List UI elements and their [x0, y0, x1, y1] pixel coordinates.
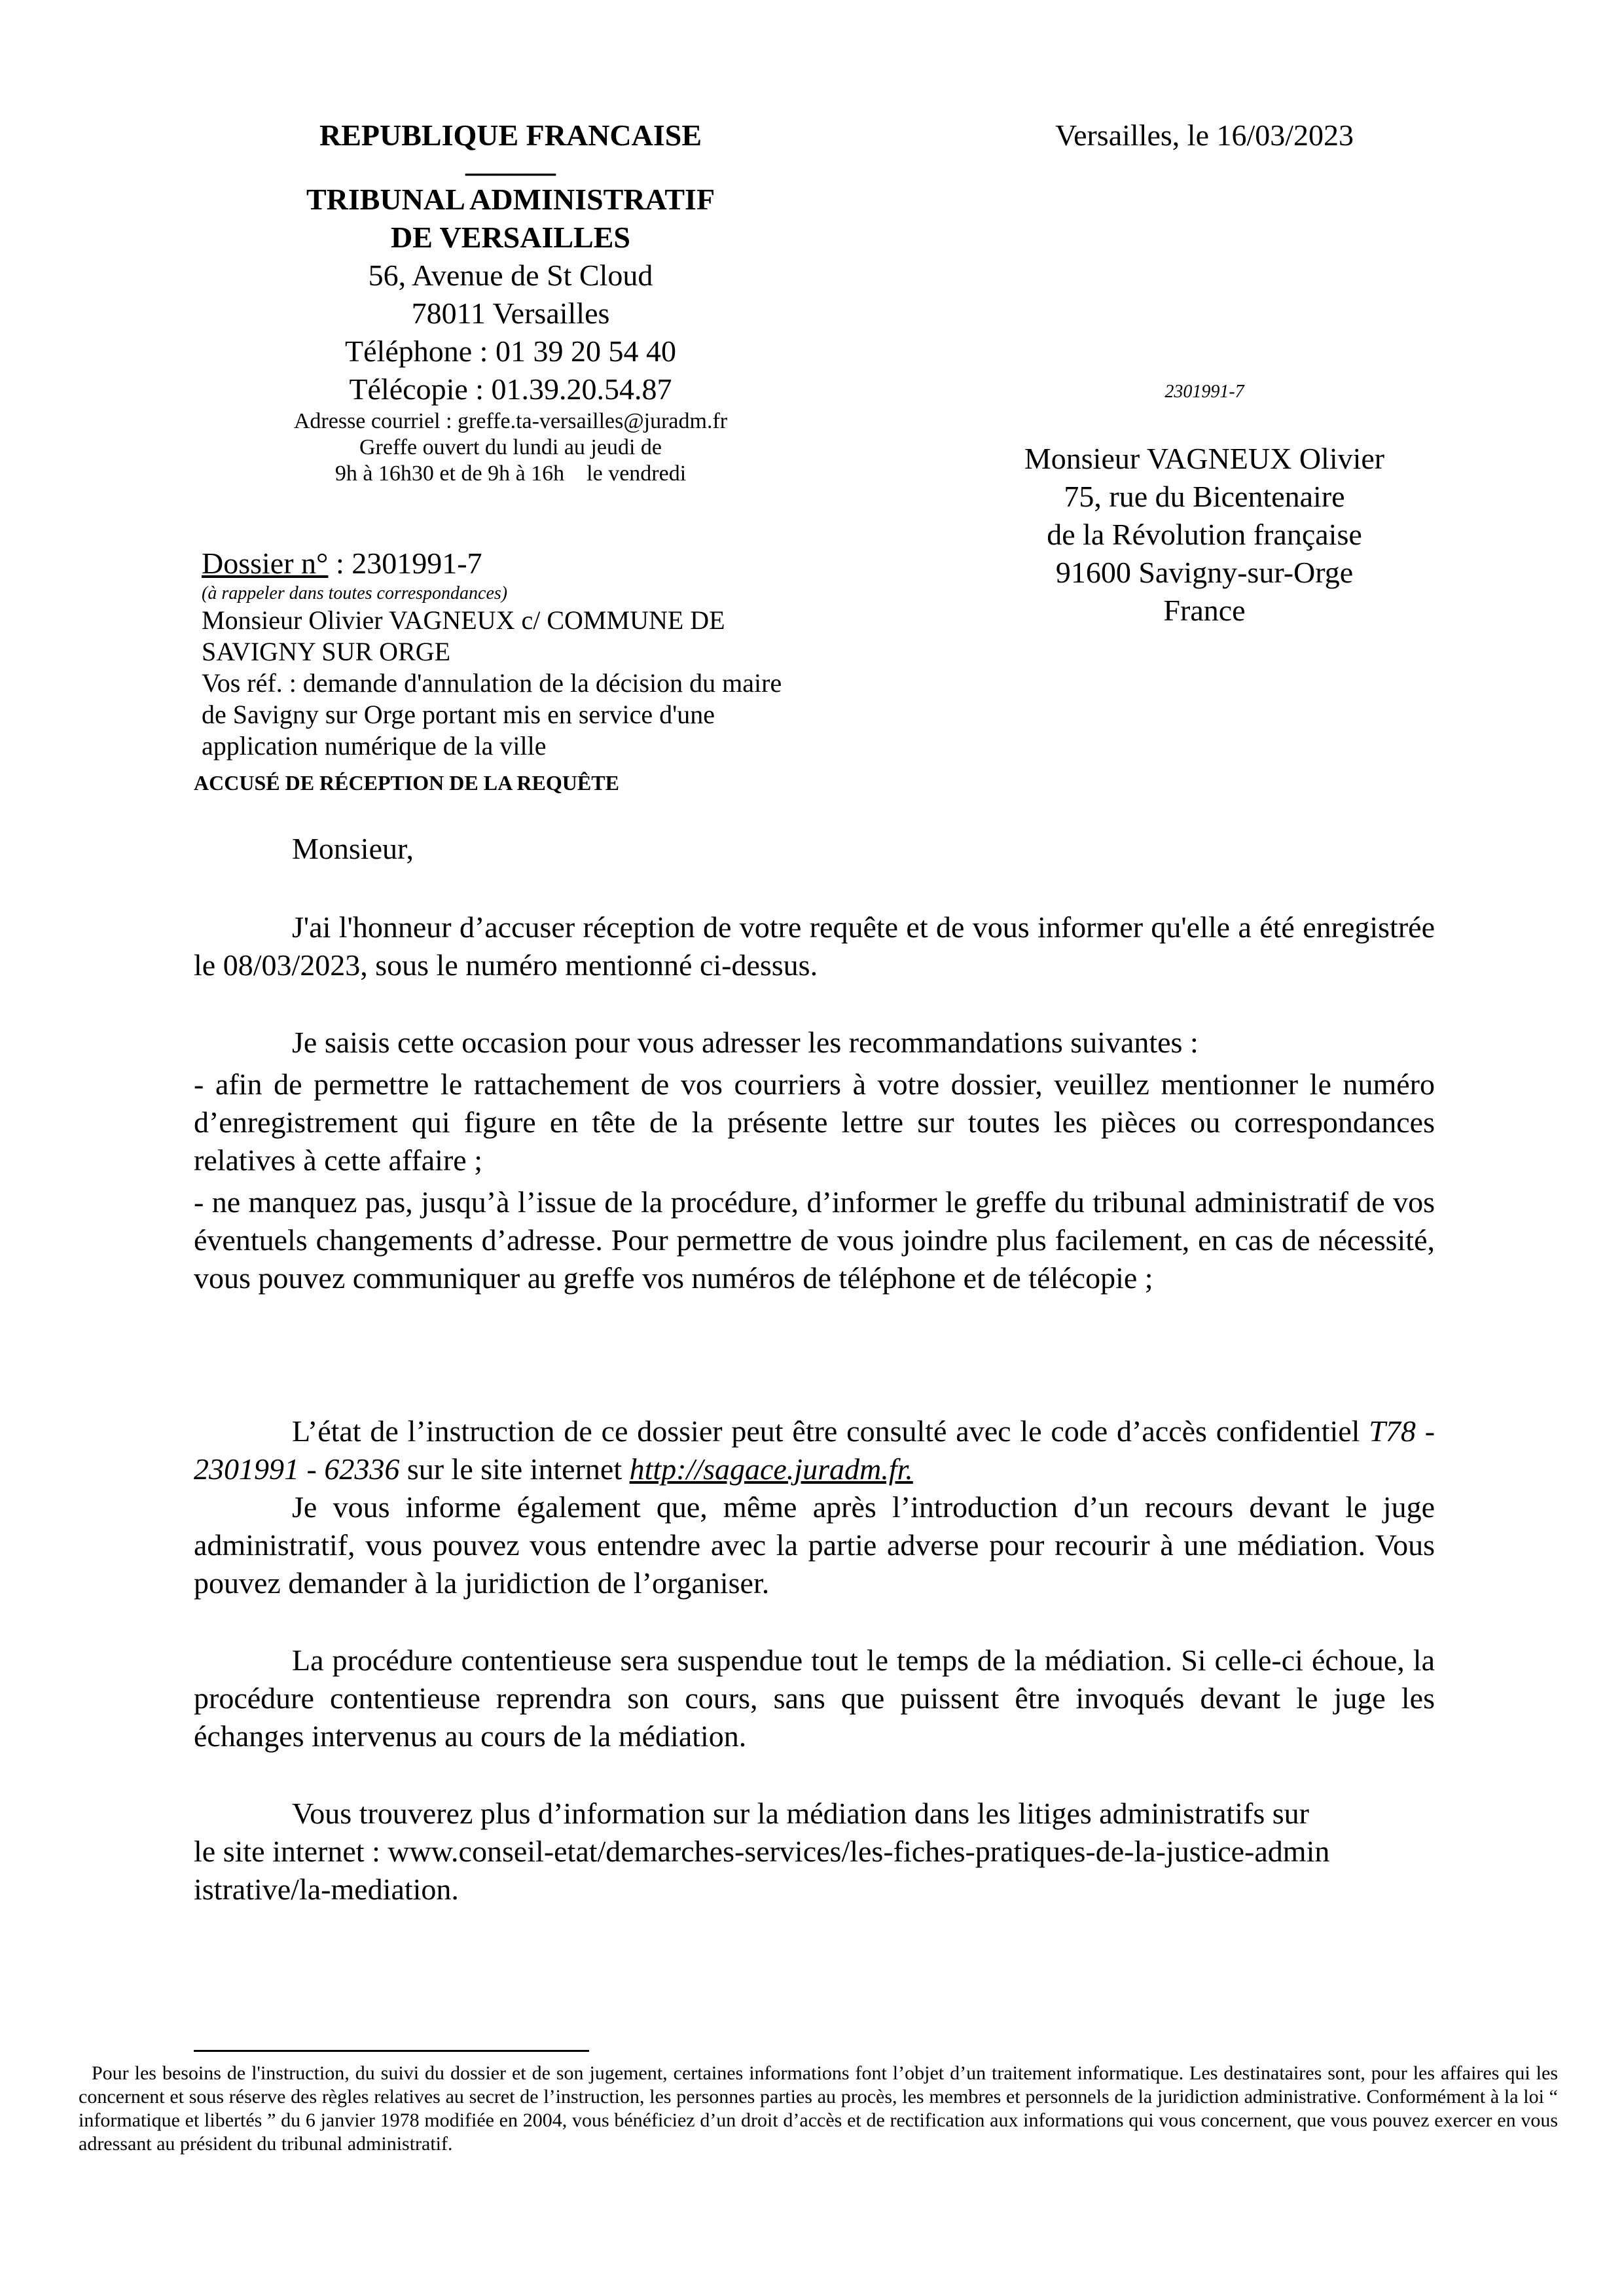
- recipient-city: 91600 Savigny-sur-Orge: [1055, 556, 1354, 589]
- recipient-ref-small: 2301991-7: [1164, 382, 1244, 402]
- paragraph-6-line1: Vous trouverez plus d’information sur la médiation dans les litiges administratifs sur: [292, 1797, 1309, 1830]
- tribunal-line1: TRIBUNAL ADMINISTRATIF: [306, 183, 715, 216]
- email-address: Adresse courriel : greffe.ta-versailles@juradm.fr: [293, 409, 728, 433]
- ref-line2: de Savigny sur Orge portant mis en service d'une: [202, 700, 715, 729]
- dossier-number-line: [202, 545, 856, 583]
- recipient-address: [943, 440, 1466, 630]
- access-code: T78 - 2301991 - 62336: [194, 1414, 1435, 1486]
- hours-line2: 9h à 16h30 et de 9h à 16h le vendredi: [334, 461, 687, 486]
- dossier-recall-note: (à rappeler dans toutes correspondances): [202, 583, 508, 603]
- paragraph-6-line2: le site internet : www.conseil-etat/demarches-services/les-fiches-pratiques-de-la-justice-admin: [194, 1835, 1330, 1868]
- address-line2: 78011 Versailles: [411, 296, 610, 330]
- ref-line1: Vos réf. : demande d'annulation de la décision du maire: [202, 668, 782, 698]
- dossier-label: Dossier n°: [202, 547, 329, 580]
- place-date: Versailles, le 16/03/2023: [1055, 118, 1354, 152]
- access-text-2: sur le site internet: [399, 1452, 630, 1486]
- recipient-street1: 75, rue du Bicentenaire: [1064, 480, 1345, 513]
- dossier-block: [202, 545, 856, 762]
- paragraph-3: [194, 1412, 1435, 1488]
- parties-line2: SAVIGNY SUR ORGE: [202, 637, 451, 666]
- recipient-street2: de la Révolution française: [1047, 518, 1362, 551]
- recipient-country: France: [1163, 594, 1246, 627]
- telephone: Téléphone : 01 39 20 54 40: [345, 334, 676, 368]
- paragraph-1: J'ai l'honneur d’accuser réception de votre requête et de vous informer qu'elle a été enregistrée le 08/03/2023, sous le numéro mentionné ci-dessus.: [194, 910, 1435, 982]
- subject-line: ACCUSÉ DE RÉCEPTION DE LA REQUÊTE: [194, 771, 619, 795]
- paragraph-6-line3: istrative/la-mediation.: [194, 1873, 459, 1906]
- paragraph-2: Je saisis cette occasion pour vous adresser les recommandations suivantes :: [292, 1026, 1199, 1059]
- bullet-1: - afin de permettre le rattachement de vos courriers à votre dossier, veuillez mentionner le numéro d’enregistrement qui figure en tête de la présente lettre sur toutes les pièces ou correspondances relatives à cette affaire ;: [194, 1067, 1435, 1177]
- address-line1: 56, Avenue de St Cloud: [368, 259, 653, 292]
- header-left-block: [196, 117, 825, 487]
- hours-line1: Greffe ouvert du lundi au jeudi de: [359, 435, 662, 459]
- parties-line1: Monsieur Olivier VAGNEUX c/ COMMUNE DE: [202, 605, 725, 635]
- republique-heading: REPUBLIQUE FRANCAISE: [319, 118, 702, 152]
- salutation: Monsieur,: [292, 832, 414, 865]
- letter-body: [194, 830, 1435, 1909]
- access-text-1: L’état de l’instruction de ce dossier peut être consulté avec le code d’accès confidentiel: [292, 1414, 1369, 1448]
- telecopie: Télécopie : 01.39.20.54.87: [349, 372, 672, 406]
- paragraph-5: La procédure contentieuse sera suspendue tout le temps de la médiation. Si celle-ci échoue, la procédure contentieuse reprendra son cours, sans que puissent être invoqués devant le juge les échanges intervenus au cours de la médiation.: [194, 1643, 1435, 1753]
- ref-line3: application numérique de la ville: [202, 731, 547, 761]
- bullet-2: - ne manquez pas, jusqu’à l’issue de la procédure, d’informer le greffe du tribunal administratif de vos éventuels changements d’adresse. Pour permettre de vous joindre plus facilement, en cas de nécessité, vous pouvez communiquer au greffe vos numéros de téléphone et de télécopie ;: [194, 1185, 1435, 1295]
- paragraph-4: Je vous informe également que, même après l’introduction d’un recours devant le juge administratif, vous pouvez vous entendre avec la partie adverse pour recourir à une médiation. Vous pouvez demander à la juridiction de l’organiser.: [194, 1490, 1435, 1600]
- footnote-rule: [194, 2050, 589, 2052]
- sagace-link[interactable]: http://sagace.juradm.fr.: [629, 1452, 913, 1486]
- recipient-name: Monsieur VAGNEUX Olivier: [1024, 442, 1385, 475]
- header-separator: ______: [465, 145, 556, 178]
- tribunal-line2: DE VERSAILLES: [390, 221, 631, 254]
- dossier-number: : 2301991-7: [328, 547, 482, 580]
- footnote-text: Pour les besoins de l'instruction, du suivi du dossier et de son jugement, certaines informations font l’objet d’un traitement informatique. Les destinataires sont, pour les affaires qui les concernent et sous réserve des règles relatives au secret de l’instruction, les personnes parties au procès, les membres et personnels de la juridiction administrative. Conformément à la loi “ informatique et libertés ” du 6 janvier 1978 modifiée en 2004, vous bénéficiez d’un droit d’accès et de rectification aux informations qui vous concernent, que vous pouvez exercer en vous adressant au président du tribunal administratif.: [79, 2062, 1558, 2155]
- paragraph-6: [194, 1795, 1435, 1909]
